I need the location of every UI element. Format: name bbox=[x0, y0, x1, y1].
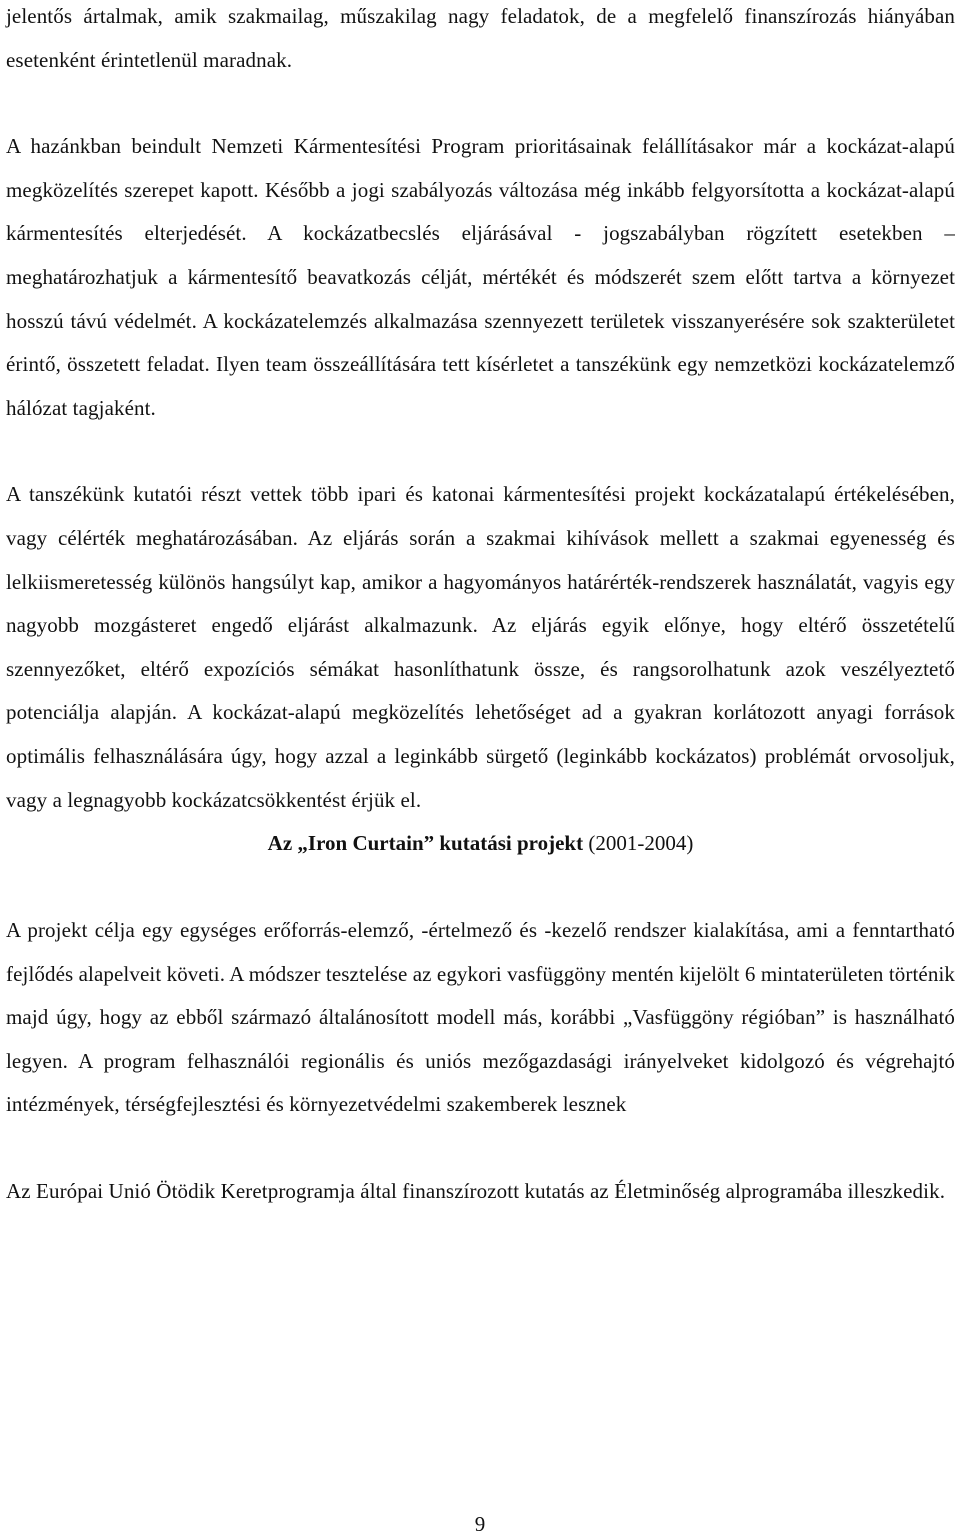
section-heading bbox=[6, 822, 955, 865]
page-number: 9 bbox=[474, 1512, 486, 1536]
heading-years: (2001-2004) bbox=[588, 831, 694, 856]
document-page bbox=[6, 0, 955, 1214]
paragraph-continuation: jelentős ártalmak, amik szakmailag, műszakilag nagy feladatok, de a megfelelő finanszírozás hiányában esetenként érintetlenül maradnak. bbox=[6, 4, 955, 72]
paragraph-department-research: A tanszékünk kutatói részt vettek több ipari és katonai kármentesítési projekt kockázatalapú értékelésében, vagy célérték meghatározásában. Az eljárás során a szakmai kihívások mellett a szakmai egyenesség és lelkiismeretesség különös hangsúlyt kap, amikor a hagyományos határérték-rendszerek használatát, vagyis egy nagyobb mozgásteret engedő eljárást alkalmazunk. Az eljárás egyik előnye, hogy eltérő összetételű szennyezőket, eltérő expozíciós sémákat hasonlíthatunk össze, és rangsorolhatunk azok veszélyeztető potenciálja alapján. A kockázat-alapú megközelítés lehetőséget ad a gyakran korlátozott anyagi források optimális felhasználására úgy, hogy azzal a leginkább sürgető (leginkább kockázatos) problémát orvosoljuk, vagy a legnagyobb kockázatcsökkentést érjük el. bbox=[6, 482, 955, 812]
paragraph-project-goal: A projekt célja egy egységes erőforrás-elemző, -értelmező és -kezelő rendszer kialakítása, ami a fenntartható fejlődés alapelveit követi. A módszer tesztelése az egykori vasfüggöny mentén kijelölt 6 mintaterületen történik majd úgy, hogy az ebből származó általánosított modell más, korábbi „Vasfüggöny régióban” is használható legyen. A program felhasználói regionális és uniós mezőgazdasági irányelveket kidolgozó és végrehajtó intézmények, térségfejlesztési és környezetvédelmi szakemberek lesznek bbox=[6, 918, 955, 1117]
paragraph-remediation-program: A hazánkban beindult Nemzeti Kármentesítési Program prioritásainak felállításakor már a kockázat-alapú megközelítés szerepet kapott. Később a jogi szabályozás változása még inkább felgyorsította a kockázat-alapú kármentesítés elterjedését. A kockázatbecslés eljárásával - jogszabályban rögzített esetekben – meghatározhatjuk a kármentesítő beavatkozás célját, mértékét és módszerét szem előtt tartva a környezet hosszú távú védelmét. A kockázatelemzés alkalmazása szennyezett területek visszanyerésére sok szakterületet érintő, összetett feladat. Ilyen team összeállítására tett kísérletet a tanszékünk egy nemzetközi kockázatelemző hálózat tagjaként. bbox=[6, 134, 955, 420]
paragraph-eu-funding: Az Európai Unió Ötödik Keretprogramja által finanszírozott kutatás az Életminőség alprogramába illeszkedik. bbox=[6, 1179, 946, 1204]
heading-title: Az „Iron Curtain” kutatási projekt bbox=[267, 831, 584, 856]
